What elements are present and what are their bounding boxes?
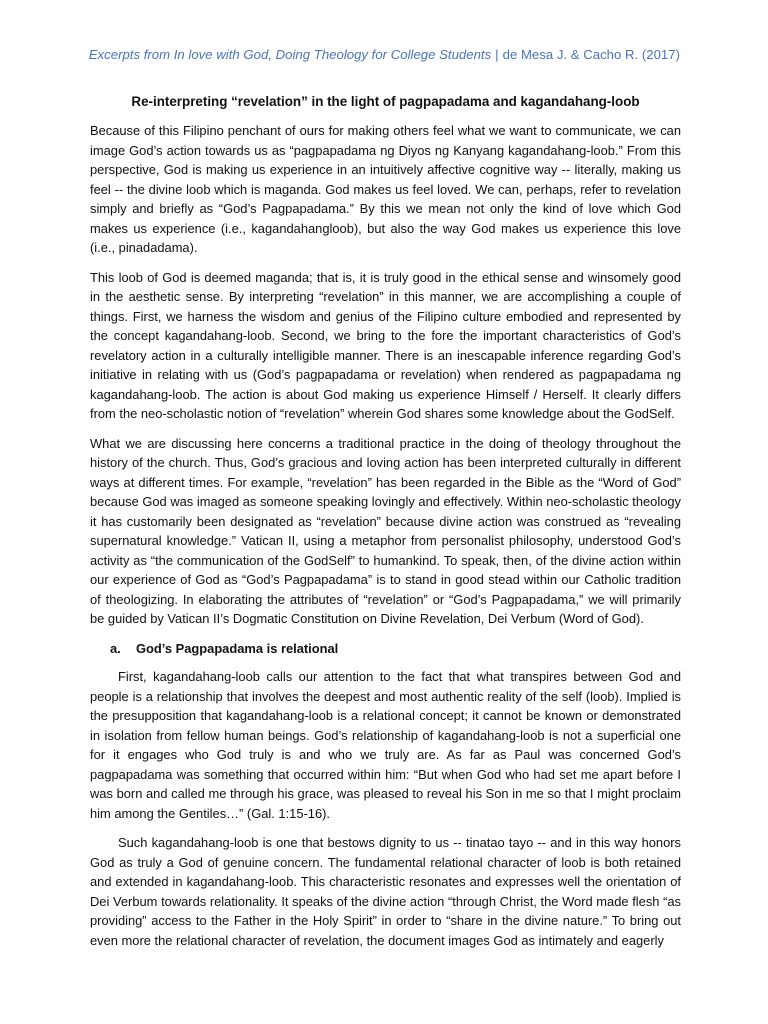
paragraph: First, kagandahang-loob calls our attention to the fact that what transpires between God and people is a relationship that involves the deepest and most authentic reality of the self (loob). Implied is the presupposition that kagandahang-loob is a relational concept; it cannot be known or demonstrated in isolation from fellow human beings. God’s relationship of kagandahang-loob is not a superficial one for it engages who God truly is and who we truly are. As far as Paul was concerned God’s pagpapadama was something that occurred within him: “But when God who had set me apart before I was born and called me through his grace, was pleased to reveal his Son in me so that I might proclaim him among the Gentiles…” (Gal. 1:15-16). (90, 669, 681, 821)
document-body (90, 92, 681, 960)
header-authors: de Mesa J. & Cacho R. (2017) (502, 47, 680, 62)
document-title: Re-interpreting “revelation” in the light of pagpapadama and kagandahang-loob (131, 94, 640, 109)
paragraph: Because of this Filipino penchant of ours for making others feel what we want to communicate, we can image God’s action towards us as “pagpapadama ng Diyos ng Kanyang kagandahang-loob.” From this perspective, God is making us experience in an intuitively affective cognitive way -- literally, making us feel -- the divine loob which is maganda. God makes us feel loved. We can, perhaps, refer to revelation simply and briefly as “God’s Pagpapadama.” By this we mean not only the kind of love which God makes us experience (i.e., kagandahangloob), but also the way God makes us experience this love (i.e., pinadadama). (90, 123, 681, 255)
page-header (60, 46, 680, 64)
section-heading-text: God’s Pagpapadama is relational (136, 640, 339, 656)
section-marker: a. (110, 640, 121, 656)
header-separator: | (495, 47, 499, 62)
paragraph: This loob of God is deemed maganda; that is, it is truly good in the ethical sense and winsomely good in the aesthetic sense. By interpreting “revelation” in this manner, we are accomplishing a couple of things. First, we harness the wisdom and genius of the Filipino culture embodied and represented by the concept kagandahang-loob. Second, we bring to the fore the important characteristics of God’s revelatory action in a culturally intelligible manner. There is an inescapable inference regarding God’s initiative in relating with us (God’s pagpapadama or revelation) when rendered as pagpapadama ng kagandahang-loob. The action is about God making us experience Himself / Herself. It clearly differs from the neo-scholastic notion of “revelation” wherein God shares some knowledge about the GodSelf. (90, 269, 681, 421)
paragraph: Such kagandahang-loob is one that bestows dignity to us -- tinatao tayo -- and in this way honors God as truly a God of genuine concern. The fundamental relational character of loob is both retained and extended in kagandahang-loob. This characteristic resonates and expresses well the orientation of Dei Verbum towards relationality. It speaks of the divine action “through Christ, the Word made flesh “as providing” access to the Father in the Holy Spirit” in order to “share in the divine nature.” To bring out even more the relational character of revelation, the document images God as intimately and eagerly (90, 835, 681, 948)
section-heading (110, 639, 681, 659)
header-source-title: Excerpts from In love with God, Doing Theology for College Students (88, 47, 492, 62)
paragraph: What we are discussing here concerns a traditional practice in the doing of theology throughout the history of the church. Thus, God’s gracious and loving action has been interpreted culturally in different ways at different times. For example, “revelation” has been regarded in the Bible as the “Word of God” because God was imaged as someone speaking lovingly and effectively. Within neo-scholastic theology it has customarily been designated as “revelation” because divine action was construed as “revealing supernatural knowledge.” Vatican II, using a metaphor from personalist philosophy, understood God’s activity as “the communication of the GodSelf” to humankind. To speak, then, of the divine action within our experience of God as “God’s Pagpapadama” is to stand in good stead within our Catholic tradition of theologizing. In elaborating the attributes of “revelation” or “God’s Pagpapadama,” we will primarily be guided by Vatican II’s Dogmatic Constitution on Divine Revelation, Dei Verbum (Word of God). (90, 435, 681, 626)
